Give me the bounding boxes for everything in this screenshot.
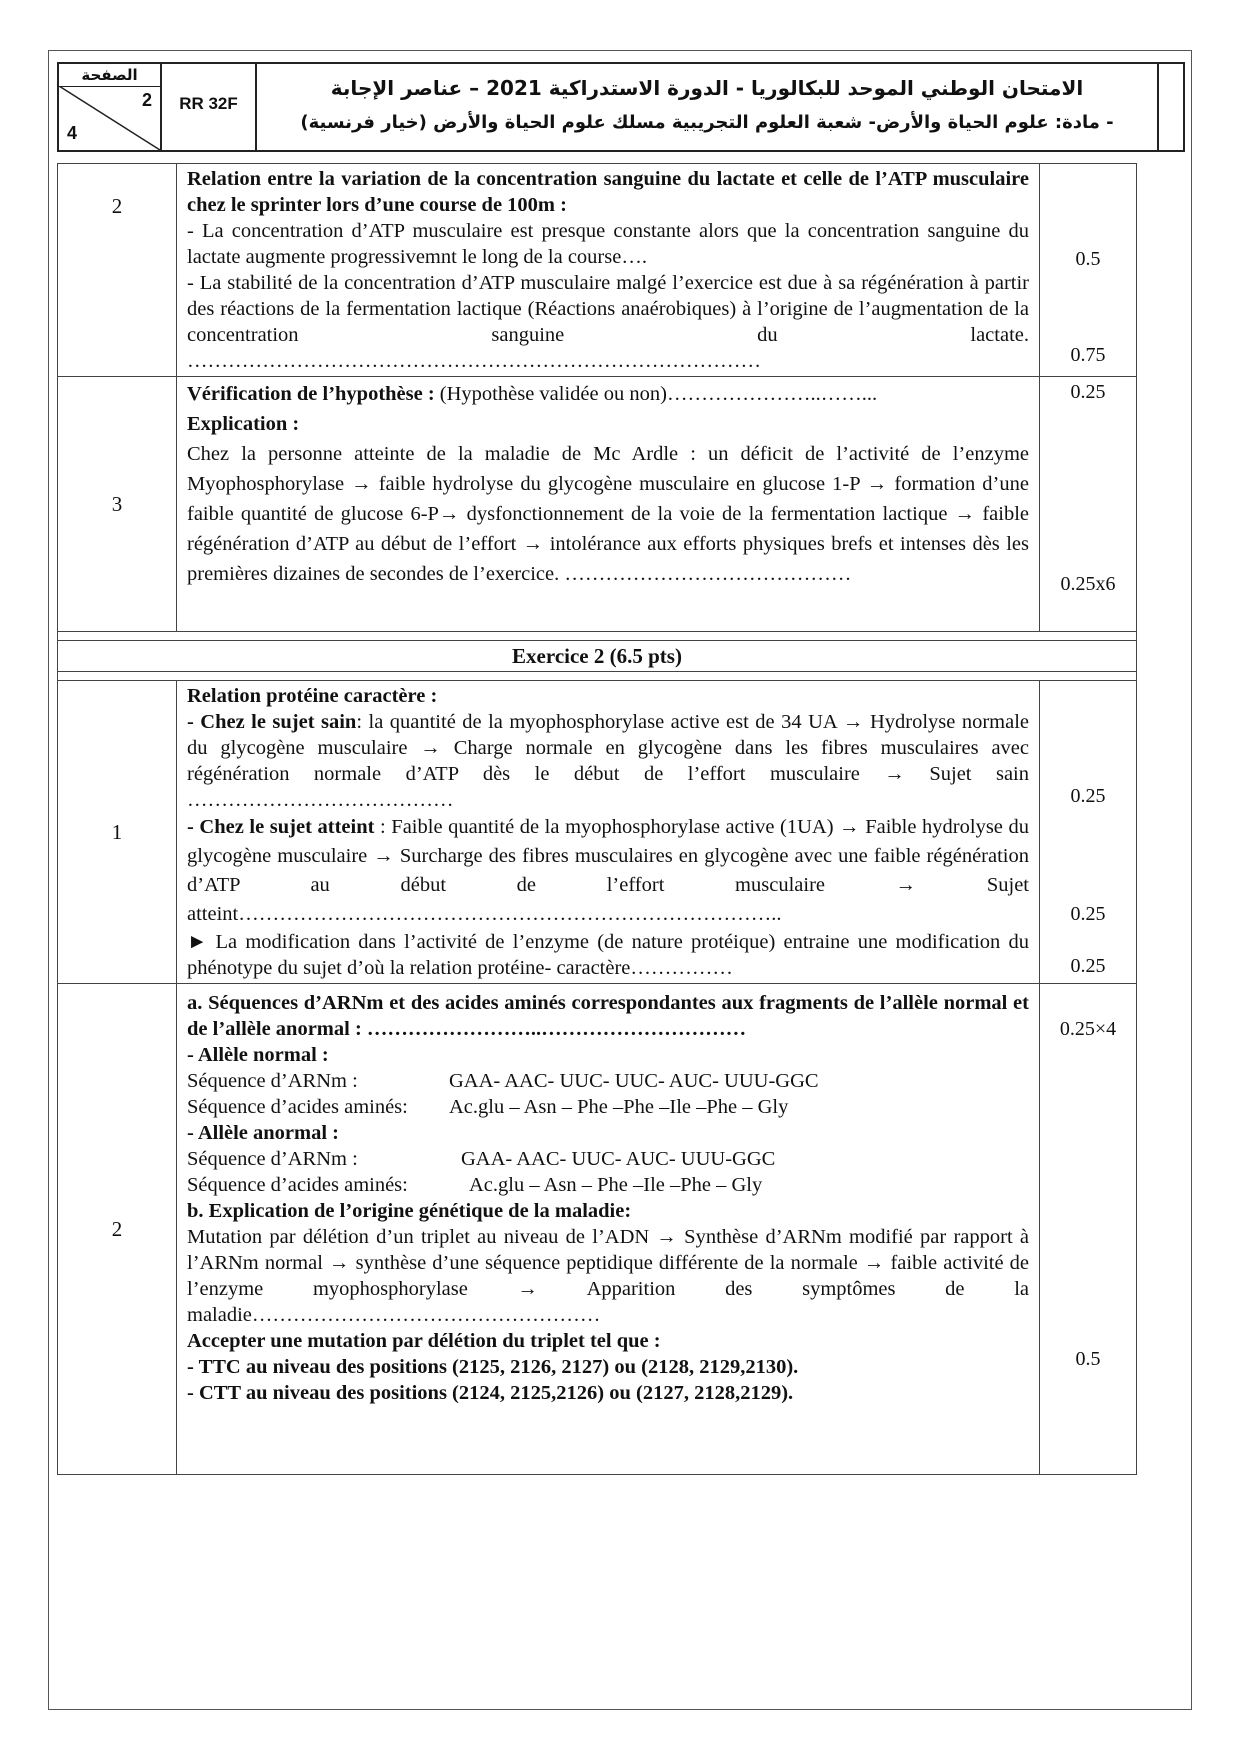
- points-cell: [1040, 164, 1137, 377]
- answer-heading: a. Séquences d’ARNm et des acides aminés correspondantes aux fragments de l’allèle normal et de l’allèle anormal : ……………………..…………………………: [187, 992, 1029, 1040]
- answer-text: [177, 984, 1040, 1475]
- page-label: الصفحة: [59, 64, 160, 87]
- points-value: 0.25: [1070, 785, 1106, 807]
- points-value: 0.25: [1070, 955, 1106, 977]
- points-value: 0.5: [1075, 1348, 1101, 1370]
- points-value: 0.25x6: [1060, 573, 1116, 595]
- points-cell: [1040, 377, 1137, 632]
- table-row: [58, 984, 1137, 1475]
- answer-text: [177, 681, 1040, 984]
- sequence-row: [187, 1094, 1029, 1120]
- question-number: 2: [58, 164, 177, 377]
- exam-title-cell: [257, 64, 1159, 150]
- answer-paragraph: : la quantité de la myophosphorylase active est de 34 UA → Hydrolyse normale du glycogène musculaire → Charge normale en glycogène dans les fibres musculaires avec régénération normale d’ATP dès le début de l’effort musculaire → Sujet sain …………………………………: [187, 711, 1029, 811]
- question-number: 2: [58, 984, 177, 1475]
- sequence-row: [187, 1146, 1029, 1172]
- exam-title: الامتحان الوطني الموحد للبكالوريا - الدورة الاستدراكية 2021 – عناصر الإجابة: [330, 76, 1084, 100]
- header-blank-cell: [1159, 64, 1185, 150]
- sequence-label: Séquence d’acides aminés:: [187, 1096, 408, 1118]
- points-value: 0.25×4: [1059, 1018, 1117, 1040]
- answer-paragraph: : Faible quantité de la myophosphorylase active (1UA) → Faible hydrolyse du glycogène musculaire → Surcharge des fibres musculaires en glycogène avec une faible régénération d’ATP au début de l’effort musculaire → Sujet atteint……………………………………………………………………..: [187, 816, 1029, 925]
- question-number: 1: [58, 681, 177, 984]
- page-total: 4: [67, 123, 78, 143]
- answer-text: [177, 377, 1040, 632]
- answer-subheading: - Allèle normal :: [187, 1044, 329, 1066]
- sequence-value: Ac.glu – Asn – Phe –Phe –Ile –Phe – Gly: [449, 1096, 789, 1118]
- answer-paragraph: Mutation par délétion d’un triplet au niveau de l’ADN → Synthèse d’ARNm modifié par rapport à l’ARNm normal → synthèse d’une séquence peptidique différente de la normale → faible activité de l’enzyme myophosphorylase → Apparition des symptômes de la maladie……………………………………………: [187, 1226, 1029, 1326]
- exam-header: [57, 62, 1185, 152]
- sequence-row: [187, 1172, 1029, 1198]
- answer-heading: Vérification de l’hypothèse :: [187, 383, 435, 405]
- exam-subject: - مادة: علوم الحياة والأرض- شعبة العلوم التجريبية مسلك علوم الحياة والأرض (خيار فرنسية): [300, 112, 1114, 133]
- points-value: 0.25: [1070, 381, 1106, 403]
- exercise-title: Exercice 2 (6.5 pts): [58, 641, 1137, 672]
- table-row: [58, 164, 1137, 377]
- answer-heading: Relation protéine caractère :: [187, 685, 438, 707]
- accepted-answer: - CTT au niveau des positions (2124, 2125,2126) ou (2127, 2128,2129).: [187, 1382, 794, 1404]
- accepted-answer: - TTC au niveau des positions (2125, 2126, 2127) ou (2128, 2129,2130).: [187, 1356, 799, 1378]
- sequence-value: Ac.glu – Asn – Phe –Ile –Phe – Gly: [469, 1174, 763, 1196]
- table-row: [58, 377, 1137, 632]
- answer-table: [57, 163, 1137, 1475]
- points-value: 0.5: [1075, 248, 1101, 270]
- answer-subheading: - Chez le sujet atteint: [187, 816, 375, 838]
- answer-subheading: - Chez le sujet sain: [187, 711, 357, 733]
- points-cell: [1040, 681, 1137, 984]
- exercise-title-row: [58, 641, 1137, 672]
- table-row: [58, 681, 1137, 984]
- answer-subheading: - Allèle anormal :: [187, 1122, 340, 1144]
- question-number: 3: [58, 377, 177, 632]
- sequence-value: GAA- AAC- UUC- UUC- AUC- UUU-GGC: [449, 1070, 819, 1092]
- answer-conclusion: ► La modification dans l’activité de l’enzyme (de nature protéique) entraine une modification du phénotype du sujet d’où la relation protéine- caractère……………: [187, 931, 1029, 979]
- answer-heading: Explication :: [187, 413, 300, 435]
- answer-paragraph: - La concentration d’ATP musculaire est presque constante alors que la concentration sanguine du lactate augmente progressivemnt le long de la course….: [187, 220, 1029, 268]
- sequence-value: GAA- AAC- UUC- AUC- UUU-GGC: [461, 1148, 776, 1170]
- exam-code: RR 32F: [179, 94, 238, 113]
- points-value: 0.75: [1070, 344, 1106, 366]
- sequence-label: Séquence d’ARNm :: [187, 1070, 358, 1092]
- points-cell: [1040, 984, 1137, 1475]
- exam-code-cell: [162, 64, 257, 150]
- sequence-label: Séquence d’ARNm :: [187, 1148, 358, 1170]
- answer-heading: Accepter une mutation par délétion du triplet tel que :: [187, 1330, 661, 1352]
- page-indicator: [59, 64, 162, 150]
- sequence-label: Séquence d’acides aminés:: [187, 1174, 408, 1196]
- answer-text: [177, 164, 1040, 377]
- answer-paragraph: Chez la personne atteinte de la maladie de Mc Ardle : un déficit de l’activité de l’enzyme Myophosphorylase → faible hydrolyse du glycogène musculaire en glucose 1-P → formation d’une faible quantité de glucose 6-P→ dysfonctionnement de la voie de la fermentation lactique → faible régénération d’ATP au début de l’effort → intolérance aux efforts physiques brefs et intenses dès les premières dizaines de secondes de l’exercice. ……………………………………: [187, 443, 1029, 585]
- answer-paragraph: - La stabilité de la concentration d’ATP musculaire malgé l’exercice est due à sa régénération à partir des réactions de la fermentation lactique (Réactions anaérobiques) à l’origine de l’augmentation de la concentration sanguine du lactate. …………………………………………………………………………: [187, 272, 1029, 372]
- answer-heading: Relation entre la variation de la concentration sanguine du lactate et celle de l’ATP musculaire chez le sprinter lors d’une course de 100m :: [187, 168, 1029, 216]
- table-separator: [58, 632, 1137, 641]
- sequence-row: [187, 1068, 1029, 1094]
- page-current: 2: [141, 90, 152, 110]
- answer-paragraph: (Hypothèse validée ou non)…………………..……...: [434, 383, 878, 405]
- answer-heading: b. Explication de l’origine génétique de la maladie:: [187, 1200, 632, 1222]
- points-value: 0.25: [1070, 903, 1106, 925]
- table-separator: [58, 672, 1137, 681]
